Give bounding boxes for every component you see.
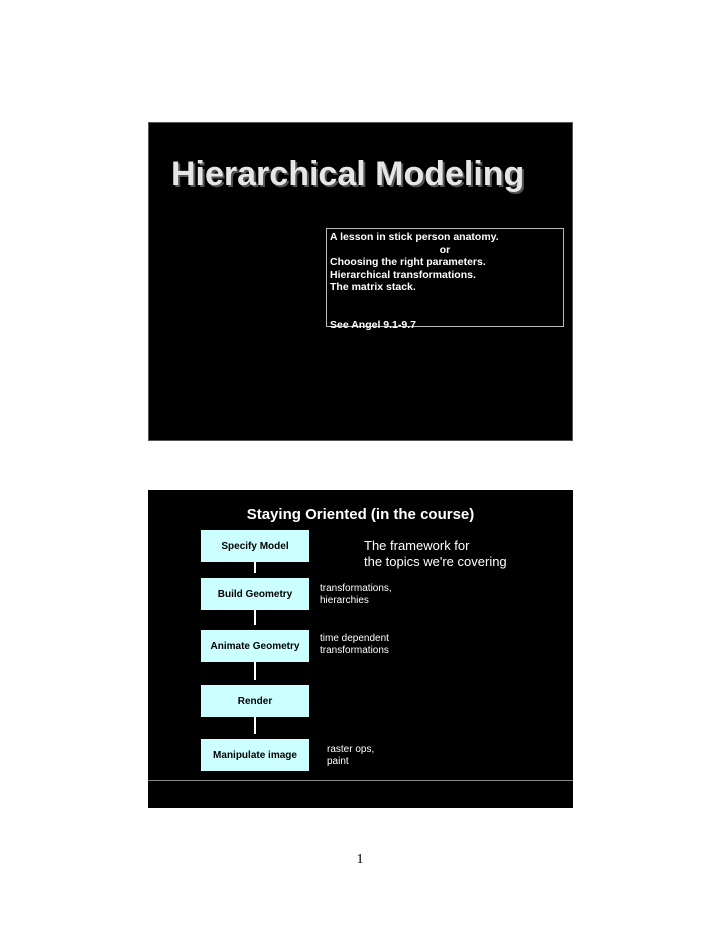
summary-line: Choosing the right parameters.: [330, 256, 486, 268]
stage-build-geometry: Build Geometry: [201, 578, 309, 610]
stage-animate-geometry: Animate Geometry: [201, 630, 309, 662]
summary-line: or: [439, 243, 451, 256]
slide-title: [148, 122, 573, 441]
note-manipulate-image: raster ops, paint: [327, 744, 375, 767]
stage-specify-model: Specify Model: [201, 530, 309, 562]
slide-heading: Staying Oriented (in the course): [246, 506, 475, 523]
note-animate-geometry: time dependent transformations: [320, 633, 389, 656]
slide-divider: [148, 780, 573, 781]
framework-note: The framework for the topics we're covering: [364, 538, 507, 569]
slide-course-pipeline: [148, 490, 573, 808]
note-build-geometry: transformations, hierarchies: [320, 583, 392, 606]
summary-line: The matrix stack.: [330, 281, 416, 293]
reference-line: See Angel 9.1-9.7: [330, 318, 416, 331]
lesson-summary-box: [326, 228, 564, 331]
summary-line: A lesson in stick person anatomy.: [330, 231, 499, 243]
stage-manipulate-image: Manipulate image: [201, 739, 309, 771]
stage-render: Render: [201, 685, 309, 717]
page-number: 1: [356, 852, 364, 867]
slide-title-heading: Hierarchical Modeling: [171, 155, 525, 193]
summary-line: Hierarchical transformations.: [330, 268, 476, 281]
